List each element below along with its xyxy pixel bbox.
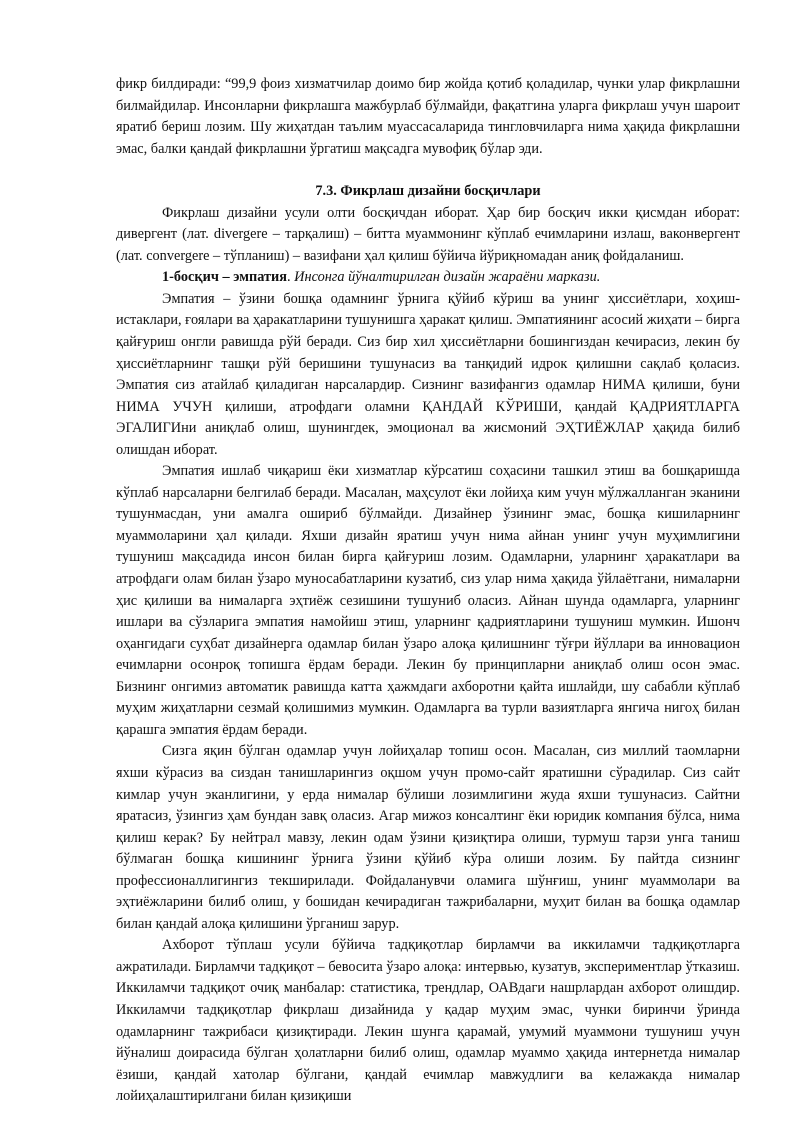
- paragraph-intro: фикр билдиради: “99,9 фоиз хизматчилар доимо бир жойда қотиб қоладилар, чунки улар фикрлашни билмайдилар. Инсонларни фикрлашга мажбурлаб бўлмайди, фақатгина уларга фикрлаш учун шароит яратиб бериш лозим. Шу жиҳатдан таълим муассасаларида тингловчиларга нима ҳақида фикрлашни эмас, балки қандай фикрлашни ўргатиш мақсадга мувофиқ бўлар эди.: [116, 76, 740, 157]
- paragraph-empathy-projects: Сизга яқин бўлган одамлар учун лойиҳалар топиш осон. Масалан, сиз миллий таомларни яхши кўрасиз ва сиздан танишларингиз оқшом учун промо-сайт яратишни сўрадилар. Сиз сайт кимлар учун эканлигини, у ерда нималар бўлиши лозимлигини жуда яхши тушунасиз. Сайтни яратасиз, ўзингиз ҳам бундан завқ оласиз. Агар мижоз консалтинг ёки юридик компания бўлса, нима қилиш керак? Бу нейтрал мавзу, лекин одам ўзини қизиқтира олиши, турмуш тарзи унга таниш бўлмаган бошқа кишининг ўрнига ўзини қўйиб кўра олиши лозим. Бу пайтда сизнинг профессионаллигингиз текширилади. Фойдаланувчи оламига шўнғиш, унинг муаммолари ва эҳтиёжларини билиб олиш, у бошидан кечирадиган тажрибаларни, муҳит билан ва бошқа одамлар билан қандай алоқа қилишини ўрганиш зарур.: [116, 743, 740, 932]
- paragraph-stages: Фикрлаш дизайни усули олти босқичдан иборат. Ҳар бир босқич икки қисмдан иборат: дивергент (лат. divergere – тарқалиш) – битта муаммонинг кўплаб ечимларини излаш, вaконвергент (лат. convergere – тўпланиш) – вазифани ҳал қилиш бўйича йўриқномадан аниқ фойдаланиш.: [116, 204, 740, 264]
- stage1-separator: .: [287, 269, 295, 286]
- paragraph-empathy-production: Эмпатия ишлаб чиқариш ёки хизматлар кўрсатиш соҳасини ташкил этиш ва бошқаришда кўплаб нарсаларни белгилаб беради. Масалан, маҳсулот ёки лойиҳа ким учун мўлжалланган эканини тушунмасдан, уни амалга ошириб бўлмайди. Дизайнер ўзининг эмас, бошқа кишиларнинг муаммоларини ҳал қилади. Яхши дизайн яратиш учун нима айнан унинг учун муҳимлигини тушуниш мақсадида инсон билан бирга қайғуриш лозим. Одамларни, уларнинг ҳаракатлари ва атрофдаги олам билан ўзаро муносабатларини кузатиб, сиз улар нима ҳақида ўйлаётгани, нималарни ҳис қилиши ва нималарга эҳтиёж сезишини тушуниб оласиз. Айнан шунда одамларга, уларнинг ишлари ва сўзларига эмпатия намойиш этиш, уларнинг қадриятларини тушуниш мумкин. Ишонч оҳангидаги суҳбат дизайнерга одамлар билан ўзаро алоқа қилишнинг тўғри йўллари ва инновацион ечимларни осонроқ топишга ёрдам беради. Лекин бу принципларни аниқлаб олиш осон эмас. Бизнинг онгимиз автоматик равишда катта ҳажмдаги ахборотни қайта ишлайди, шу сабабли кўплаб муҳим жиҳатларни сезмай қолишимиз мумкин. Одамларга ва турли вазиятларга янгича нигоҳ билан қарашга эмпатия ёрдам беради.: [116, 463, 740, 738]
- stage1-description: Инсонга йўналтирилган дизайн жараёни маркази.: [294, 269, 601, 286]
- document-page: [116, 74, 740, 1108]
- paragraph-information-research: Ахборот тўплаш усули бўйича тадқиқотлар бирламчи ва иккиламчи тадқиқотларга ажратилади. Бирламчи тадқиқот – бевосита ўзаро алоқа: интервью, кузатув, экспериментлар ўтказиш. Иккиламчи тадқиқот очиқ манбалар: статистика, трендлар, ОАВдаги нашрлардан ахборот олишдир. Иккиламчи тадқиқотлар фикрлаш дизайнида у қадар муҳим эмас, чунки биринчи ўринда одамларнинг тажрибаси қизиқтиради. Лекин шунга қарамай, умумий муаммони тушуниш учун йўналиш доирасида бўлган ҳолатларни билиб олиш, одамлар муаммо ҳақида интернетда нималар ёзиши, қандай хатолар бўлгани, қандай ечимлар мавжудлиги ва келажакда нималар лойиҳалаштирилгани билан қизиқиши: [116, 937, 740, 1105]
- stage1-heading: [116, 267, 740, 289]
- stage1-label: 1-босқич – эмпатия: [162, 269, 287, 286]
- section-title: 7.3. Фикрлаш дизайни босқичлари: [315, 183, 541, 200]
- paragraph-empathy-definition: Эмпатия – ўзини бошқа одамнинг ўрнига қўйиб кўриш ва унинг ҳиссиётлари, хоҳиш-истаклари, ғоялари ва ҳаракатларини тушунишга ҳаракат қилиш. Эмпатиянинг асосий жиҳати – бирга қайғуриш онгли равишда рўй беради. Сиз бир хил ҳиссиётларни бошингиздан кечирасиз, лекин бу ҳиссиётларнинг ташқи рўй беришини тушунасиз ва танқидий идрок қилишни сақлаб қоласиз. Эмпатия сиз атайлаб қиладиган нарсалардир. Сизнинг вазифангиз одамлар НИМА қилиши, буни НИМА УЧУН қилиши, атрофдаги оламни ҚАНДАЙ КЎРИШИ, қандай ҚАДРИЯТЛАРГА ЭГАЛИГИни аниқлаб олиш, шунингдек, эмоционал ва жисмоний ЭҲТИЁЖЛАР ҳақида билиб олишдан иборат.: [116, 290, 740, 458]
